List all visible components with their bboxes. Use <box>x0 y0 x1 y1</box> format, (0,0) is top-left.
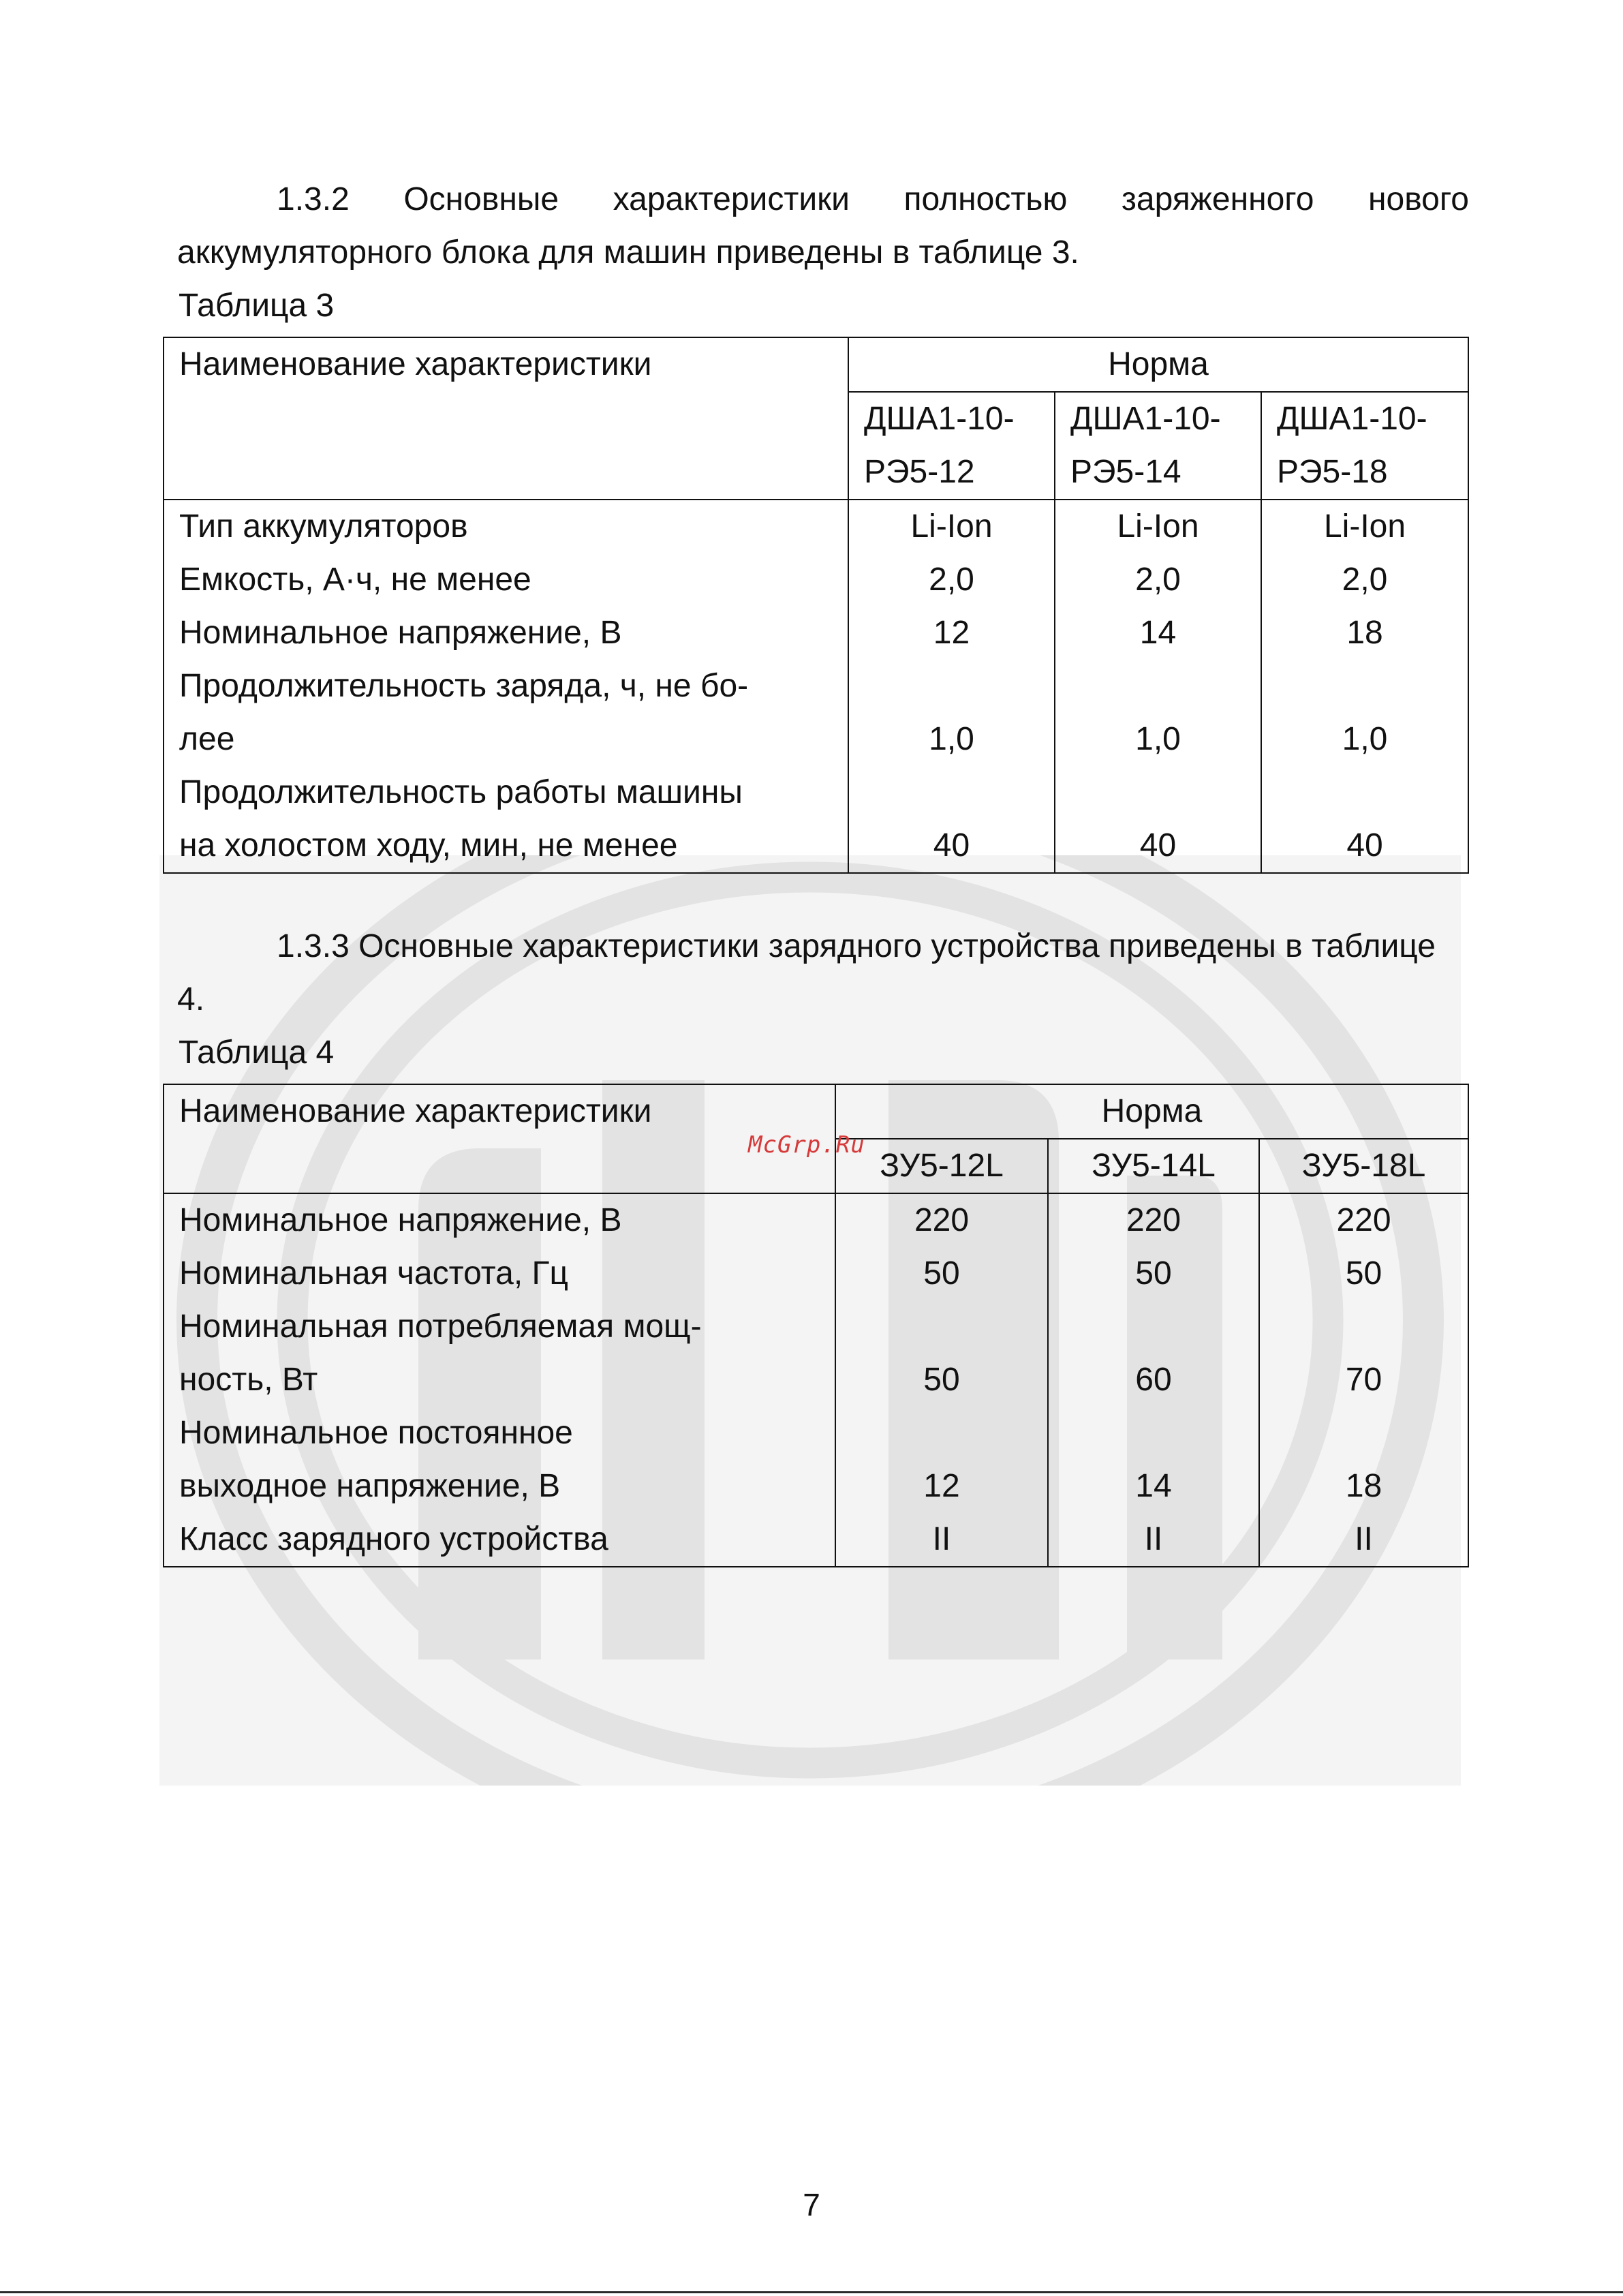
table-row: Класс зарядного устройства II II II <box>164 1513 1468 1567</box>
table-4-header-norm: Норма <box>835 1084 1468 1139</box>
table-4-model-header: ЗУ5-18L <box>1259 1139 1468 1193</box>
table-3-header-norm: Норма <box>848 337 1468 392</box>
table-row: Продолжительность заряда, ч, не бо- лее 1,0 1,0 1,0 <box>164 660 1468 766</box>
table-row: Тип аккумуляторов Li-Ion Li-Ion Li-Ion <box>164 500 1468 553</box>
table-row: Номинальное постоянное выходное напряжение, В 12 14 18 <box>164 1407 1468 1513</box>
table-row: Продолжительность работы машины на холостом ходу, мин, не менее 40 40 40 <box>164 766 1468 873</box>
table-row: Номинальное напряжение, В 12 14 18 <box>164 607 1468 660</box>
section-1-3-3-paragraph: 1.3.3 Основные характеристики зарядного устройства приведены в таблице 4. <box>177 928 1436 1017</box>
table-4-header-name: Наименование характеристики <box>164 1084 835 1193</box>
table-4-caption: Таблица 4 <box>179 1035 335 1071</box>
table-row: Номинальная частота, Гц 50 50 50 <box>164 1247 1468 1300</box>
bottom-rule <box>0 2291 1623 2293</box>
table-4-model-header: ЗУ5-12L <box>835 1139 1048 1193</box>
table-row: Номинальная потребляемая мощ- ность, Вт 50 60 70 <box>164 1300 1468 1407</box>
table-3-model-header: ДША1-10- РЭ5-18 <box>1261 392 1468 500</box>
section-1-3-2-paragraph: 1.3.2 Основные характеристики полностью заряженного нового аккумуляторного блока для машин приведены в таблице 3. <box>177 181 1469 271</box>
table-4-model-header: ЗУ5-14L <box>1048 1139 1259 1193</box>
page-number: 7 <box>803 2187 820 2222</box>
table-row: Номинальное напряжение, В 220 220 220 <box>164 1193 1468 1247</box>
table-3-battery-specs <box>163 337 1469 874</box>
table-3-model-header: ДША1-10- РЭ5-14 <box>1055 392 1261 500</box>
watermark-text: McGrp.Ru <box>748 1131 865 1159</box>
table-3-header-name: Наименование характеристики <box>164 337 848 500</box>
table-3-caption: Таблица 3 <box>179 288 335 324</box>
table-3-model-header: ДША1-10- РЭ5-12 <box>848 392 1055 500</box>
table-row: Емкость, А·ч, не менее 2,0 2,0 2,0 <box>164 553 1468 607</box>
